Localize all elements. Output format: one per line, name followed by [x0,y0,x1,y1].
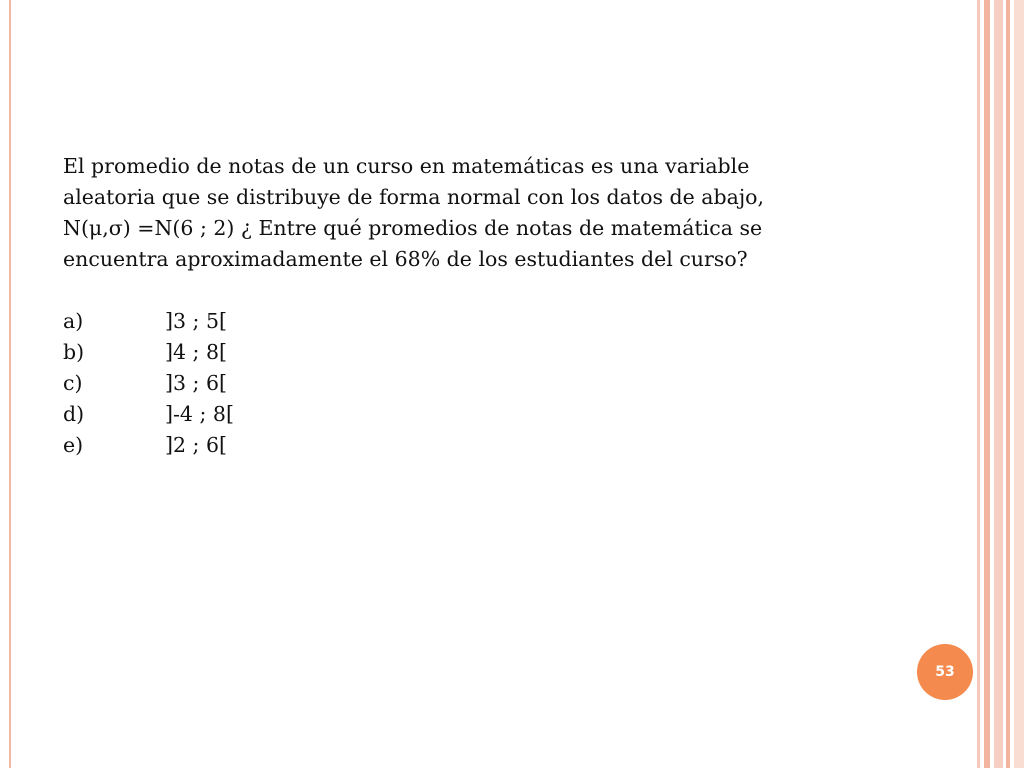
question-text: El promedio de notas de un curso en matemáticas es una variable aleatoria que se distribuye de forma normal con los datos de abajo, N(μ,σ) =N(6 ; 2) ¿ Entre qué promedios de notas de matemática se encuentra aproximadamente el 68% de los estudiantes del curso? [63,154,765,271]
option-value: ]3 ; 5[ [165,309,228,333]
option-value: ]2 ; 6[ [165,433,228,457]
option-letter: e) [63,433,84,457]
option-value: ]3 ; 6[ [165,371,228,395]
option-value: ]-4 ; 8[ [165,402,234,426]
right-decorative-stripe [1014,0,1024,768]
option-letter: a) [63,309,84,333]
option-letter: c) [63,371,83,395]
answer-option [63,368,923,399]
answer-option [63,430,923,461]
page-number-badge: 53 [917,644,973,700]
right-decorative-stripe [1006,0,1010,768]
slide-content [63,151,923,461]
answer-options [63,306,923,461]
option-letter: b) [63,340,85,364]
right-decorative-stripe [977,0,980,768]
option-value: ]4 ; 8[ [165,340,228,364]
left-decorative-rule [9,0,11,768]
right-decorative-stripe [994,0,1003,768]
answer-option [63,306,923,337]
answer-option [63,399,923,430]
right-decorative-stripe [984,0,990,768]
option-letter: d) [63,402,85,426]
answer-option [63,337,923,368]
